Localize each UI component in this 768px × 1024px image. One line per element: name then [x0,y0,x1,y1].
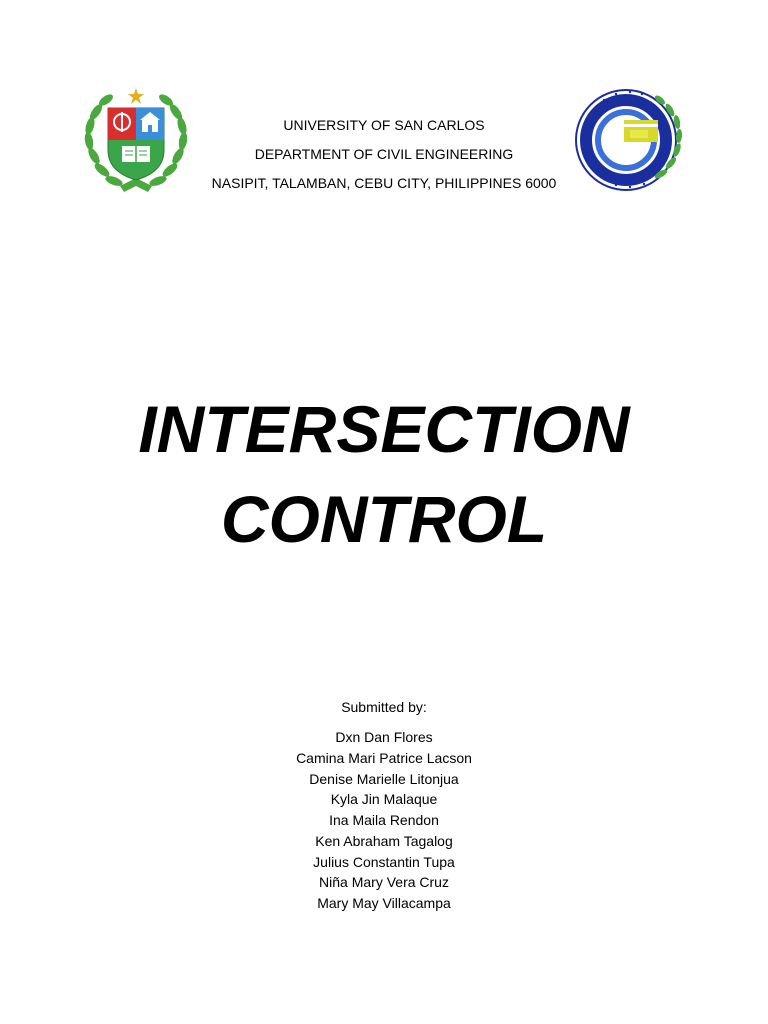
author-name: Denise Marielle Litonjua [309,770,459,787]
title-line-2: CONTROL [220,482,548,556]
civil-engineering-council-seal-icon [574,80,688,198]
address: NASIPIT, TALAMBAN, CEBU CITY, PHILIPPINES 6000 [211,175,557,191]
department-name: DEPARTMENT OF CIVIL ENGINEERING [254,146,514,162]
author-name: Mary May Villacampa [317,895,451,911]
submitted-by-section [0,697,768,914]
report-title [0,384,768,564]
author-name: Kyla Jin Malaque [330,791,438,808]
title-line-1: INTERSECTION [138,392,630,466]
author-name: Julius Constantin Tupa [313,853,455,870]
author-name: Ken Abraham Tagalog [315,832,453,849]
author-name: Dxn Dan Flores [335,729,433,745]
author-name: Niña Mary Vera Cruz [319,874,449,891]
submitted-by-label: Submitted by: [341,699,427,715]
author-name: Camina Mari Patrice Lacson [296,749,472,766]
author-name: Ina Maila Rendon [329,812,439,828]
university-name: UNIVERSITY OF SAN CARLOS [283,117,485,133]
